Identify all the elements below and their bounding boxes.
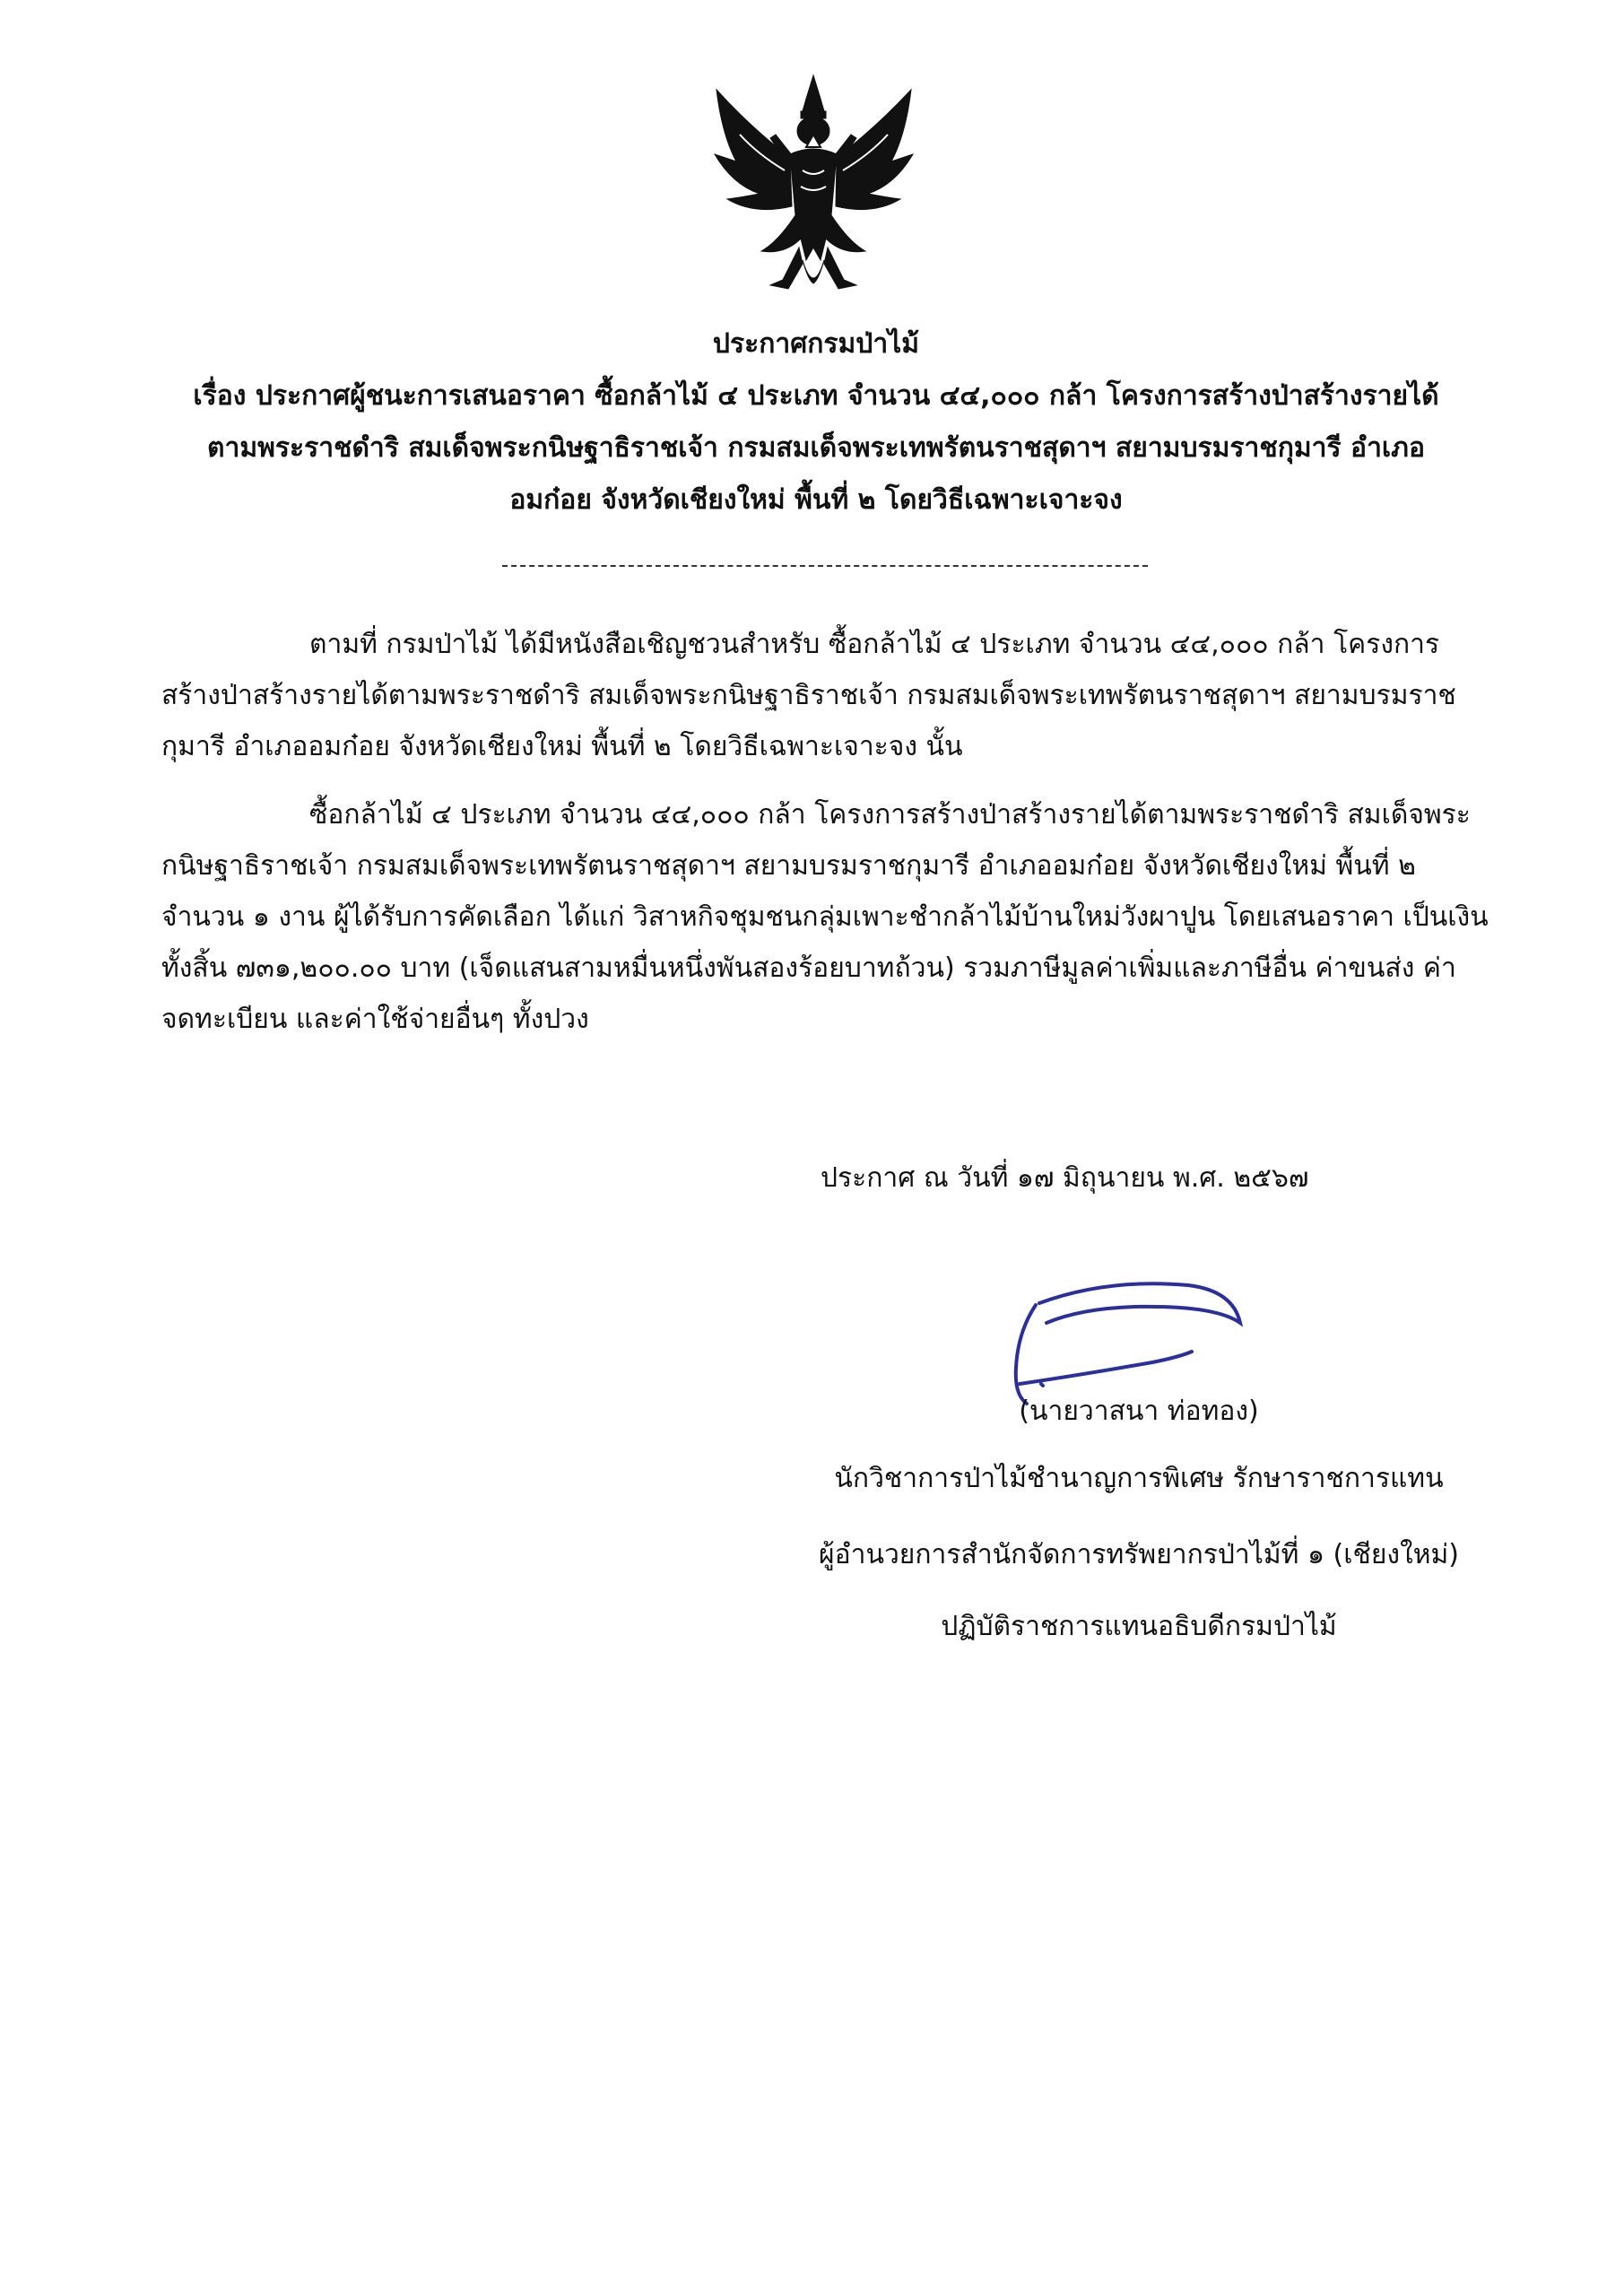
- signatory-title-3: ปฏิบัติราชการแทนอธิบดีกรมป่าไม้: [941, 1611, 1337, 1642]
- announcement-date: ประกาศ ณ วันที่ ๑๗ มิถุนายน พ.ศ. ๒๕๖๗: [821, 1162, 1309, 1194]
- announcement-header: [143, 318, 1489, 526]
- body-paragraph-2: [161, 789, 1489, 1045]
- body-paragraph-1: [161, 619, 1471, 772]
- subject-line-1: เรื่อง ประกาศผู้ชนะการเสนอราคา ซื้อกล้าไม้ ๔ ประเภท จำนวน ๔๔,๐๐๐ กล้า โครงการสร้างป่าสร้างรายได้: [193, 380, 1439, 412]
- paragraph-line: จดทะเบียน และค่าใช้จ่ายอื่นๆ ทั้งปวง: [161, 1004, 589, 1035]
- paragraph-line: สร้างป่าสร้างรายได้ตามพระราชดำริ สมเด็จพระกนิษฐาธิราชเจ้า กรมสมเด็จพระเทพรัตนราชสุดาฯ สยามบรมราช: [161, 680, 1456, 711]
- paragraph-line: ซื้อกล้าไม้ ๔ ประเภท จำนวน ๔๔,๐๐๐ กล้า โครงการสร้างป่าสร้างรายได้ตามพระราชดำริ สมเด็จพระ: [309, 799, 1471, 831]
- agency-title: ประกาศกรมป่าไม้: [712, 328, 920, 360]
- signatory-name: (นายวาสนา ท่อทอง): [1019, 1396, 1259, 1427]
- signatory-title-2: ผู้อำนวยการสำนักจัดการทรัพยากรป่าไม้ที่ ๑ (เชียงใหม่): [819, 1539, 1459, 1570]
- separator-line: [502, 565, 1148, 567]
- paragraph-line: จำนวน ๑ งาน ผู้ได้รับการคัดเลือก ได้แก่ วิสาหกิจชุมชนกลุ่มเพาะชำกล้าไม้บ้านใหม่วังผาปูน โดยเสนอราคา เป็นเงิน: [161, 901, 1489, 933]
- subject-line-3: อมก๋อย จังหวัดเชียงใหม่ พื้นที่ ๒ โดยวิธีเฉพาะเจาะจง: [509, 484, 1123, 516]
- signatory-title-1: นักวิชาการป่าไม้ชำนาญการพิเศษ รักษาราชการแทน: [834, 1463, 1444, 1494]
- paragraph-line: ตามที่ กรมป่าไม้ ได้มีหนังสือเชิญชวนสำหรับ ซื้อกล้าไม้ ๔ ประเภท จำนวน ๔๔,๐๐๐ กล้า โครงการ: [309, 629, 1440, 660]
- paragraph-line: กนิษฐาธิราชเจ้า กรมสมเด็จพระเทพรัตนราชสุดาฯ สยามบรมราชกุมารี อำเภออมก๋อย จังหวัดเชียงใหม่ พื้นที่ ๒: [161, 850, 1416, 882]
- subject-line-2: ตามพระราชดำริ สมเด็จพระกนิษฐาธิราชเจ้า กรมสมเด็จพระเทพรัตนราชสุดาฯ สยามบรมราชกุมารี อำเภอ: [207, 432, 1425, 464]
- garuda-emblem-icon: [713, 72, 915, 296]
- paragraph-line: ทั้งสิ้น ๗๓๑,๒๐๐.๐๐ บาท (เจ็ดแสนสามหมื่นหนึ่งพันสองร้อยบาทถ้วน) รวมภาษีมูลค่าเพิ่มและภาษีอื่น ค่าขนส่ง ค่า: [161, 952, 1456, 984]
- paragraph-line: กุมารี อำเภออมก๋อย จังหวัดเชียงใหม่ พื้นที่ ๒ โดยวิธีเฉพาะเจาะจง นั้น: [161, 731, 963, 762]
